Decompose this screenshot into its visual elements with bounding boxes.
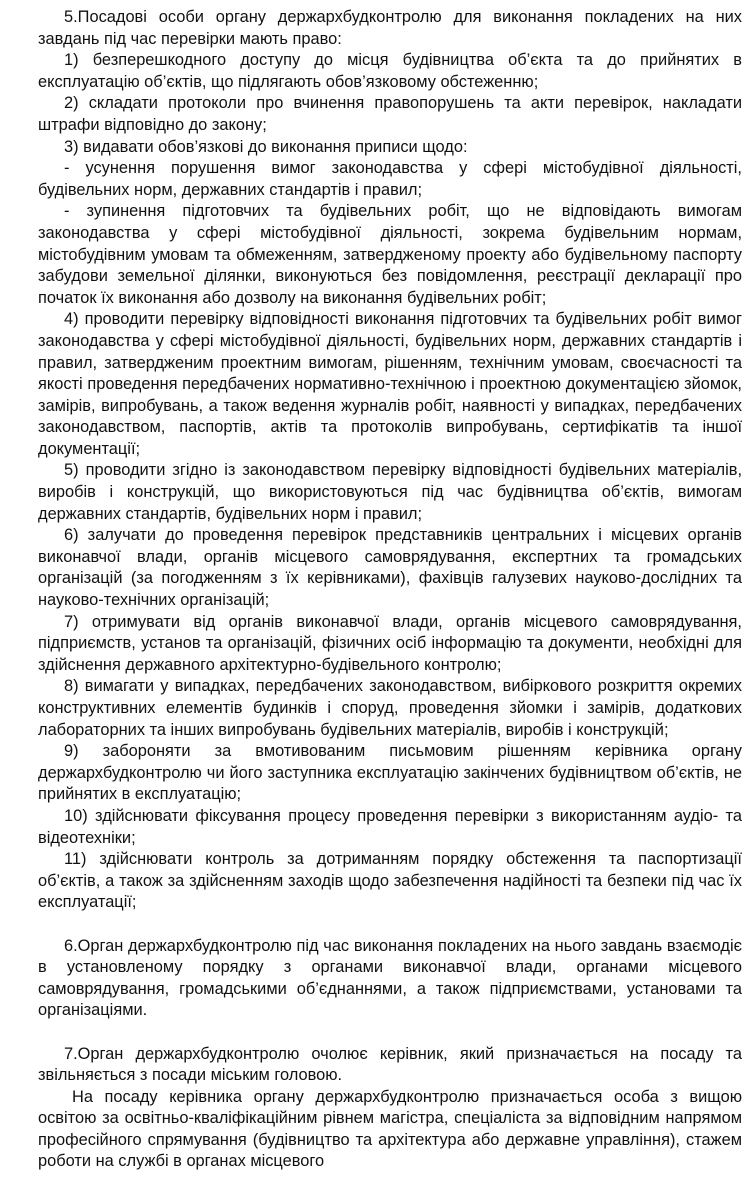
section-7-paragraph-2: На посаду керівника органу держархбудконтролю призначається особа з вищою освітою за освітньо-кваліфікаційним рівнем магістра, спеціаліста за відповідним напрямом професійного спрямування (будівництво та архітектура або державне управління), стажем роботи на службі в органах місцевого — [38, 1087, 742, 1171]
section-5-item-5: 5) проводити згідно із законодавством перевірку відповідності будівельних матеріалів, виробів і конструкцій, що використовуються під час будівництва об’єктів, вимогам державних стандартів, будівельних норм і правил; — [38, 461, 742, 523]
section-7-paragraph-1: 7.Орган держархбудконтролю очолює керівник, який призначається на посаду та звільняється з посади міським головою. — [38, 1044, 742, 1085]
section-5-item-11: 11) здійснювати контроль за дотриманням порядку обстеження та паспортизації об’єктів, а також за здійсненням заходів щодо забезпечення надійності та безпеки під час їх експлуатації; — [38, 850, 742, 912]
section-5-item-3-sub-2: - зупинення підготовчих та будівельних робіт, що не відповідають вимогам законодавства у сфері містобудівної діяльності, зокрема будівельним нормам, містобудівним умовам та обмеженням, затвердженому проекту або будівельному паспорту забудови земельної ділянки, виконуються без повідомлення, реєстрації декларації про початок їх виконання або дозволу на виконання будівельних робіт; — [38, 202, 742, 307]
section-6: 6.Орган держархбудконтролю під час виконання покладених на нього завдань взаємодіє в установленому порядку з органами виконавчої влади, органами місцевого самоврядування, громадськими об’єднаннями, а також підприємствами, установами та організаціями. — [38, 936, 742, 1020]
section-5-item-1: 1) безперешкодного доступу до місця будівництва об’єкта та до прийнятих в експлуатацію об’єктів, що підлягають обов’язковому обстеженню; — [38, 51, 742, 91]
paragraph-gap — [38, 914, 742, 936]
section-5-item-9: 9) забороняти за вмотивованим письмовим рішенням керівника органу держархбудконтролю чи його заступника експлуатацію закінчених будівництвом об’єктів, не прийнятих в експлуатацію; — [38, 742, 742, 804]
section-5-item-6: 6) залучати до проведення перевірок представників центральних і місцевих органів виконавчої влади, органів місцевого самоврядування, експертних та громадських організацій (за погодженням з їх керівниками), фахівців галузевих науково-дослідних та науково-технічних організацій; — [38, 526, 742, 610]
paragraph-gap — [38, 1022, 742, 1044]
section-5-item-2: 2) складати протоколи про вчинення правопорушень та акти перевірок, накладати штрафи відповідно до закону; — [38, 94, 742, 134]
section-5-item-4: 4) проводити перевірку відповідності виконання підготовчих та будівельних робіт вимог законодавства у сфері містобудівної діяльності, будівельних норм, державних стандартів і правил, затвердженим проектним вимогам, рішенням, технічним умовам, своєчасності та якості проведення передбачених нормативно-технічною і проектною документацією зйомок, замірів, випробувань, а також ведення журналів робіт, наявності у випадках, передбачених законодавством, паспортів, актів та протоколів випробувань, сертифікатів та іншої документації; — [38, 310, 742, 458]
section-5-item-3-sub-1: - усунення порушення вимог законодавства у сфері містобудівної діяльності, будівельних норм, державних стандартів і правил; — [38, 159, 742, 199]
section-5-item-10: 10) здійснювати фіксування процесу проведення перевірки з використанням аудіо- та відеотехніки; — [38, 806, 742, 847]
section-5-intro: 5.Посадові особи органу держархбудконтролю для виконання покладених на них завдань під час перевірки мають право: — [38, 8, 742, 48]
section-5-item-3: 3) видавати обов’язкові до виконання приписи щодо: — [64, 137, 468, 156]
section-5-item-7: 7) отримувати від органів виконавчої влади, органів місцевого самоврядування, підприємств, установ та організацій, фізичних осіб інформацію та документи, необхідні для здійснення державного архітектурно-будівельного контролю; — [38, 612, 742, 674]
section-5-item-8: 8) вимагати у випадках, передбачених законодавством, вибіркового розкриття окремих конструктивних елементів будинків і споруд, проведення зйомки і замірів, додаткових лабораторних та інших випробувань будівельних матеріалів, виробів і конструкцій; — [38, 677, 742, 739]
